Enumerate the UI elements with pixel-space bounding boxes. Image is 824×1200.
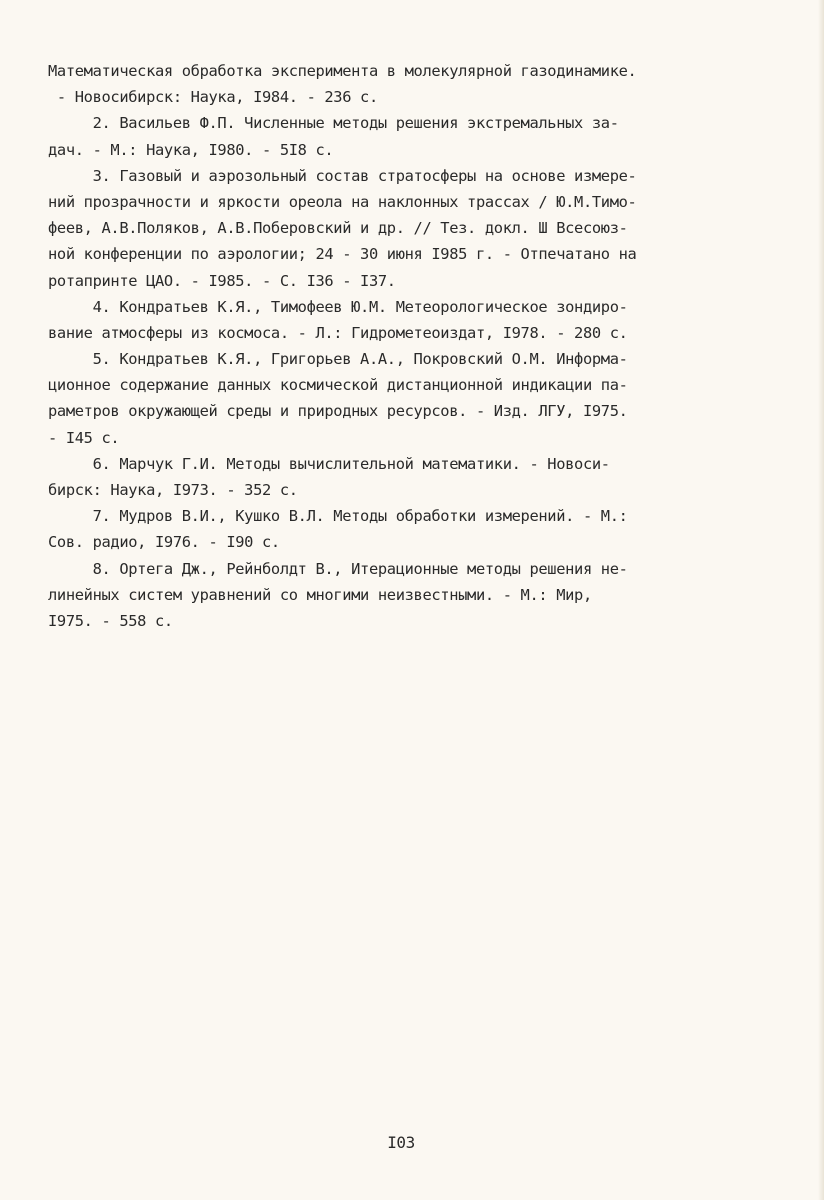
reference-line: Математическая обработка эксперимента в молекулярной газодинамике. <box>48 62 637 80</box>
reference-line: ционное содержание данных космической дистанционной индикации па- <box>48 376 628 395</box>
reference-line: раметров окружающей среды и природных ресурсов. - Изд. ЛГУ, I975. <box>48 402 628 421</box>
reference-line: ний прозрачности и яркости ореола на наклонных трассах / Ю.М.Тимо- <box>48 192 637 211</box>
reference-line: 6. Марчук Г.И. Методы вычислительной математики. - Новоси- <box>48 454 610 473</box>
reference-line: ротапринте ЦАО. - I985. - С. I36 - I37. <box>48 271 396 290</box>
reference-line: дач. - М.: Наука, I980. - 5I8 с. <box>48 140 334 159</box>
reference-line: ной конференции по аэрологии; 24 - 30 июня I985 г. - Отпечатано на <box>48 245 637 264</box>
reference-line: 5. Кондратьев К.Я., Григорьев А.А., Покровский О.М. Информа- <box>48 350 628 369</box>
reference-line: - I45 с. <box>48 428 120 447</box>
reference-list <box>48 58 778 634</box>
reference-line: бирск: Наука, I973. - 352 с. <box>48 481 298 499</box>
reference-line: 7. Мудров В.И., Кушко В.Л. Методы обработки измерений. - М.: <box>48 507 628 526</box>
reference-line: I975. - 558 с. <box>48 611 173 630</box>
reference-line: Сов. радио, I976. - I90 с. <box>48 533 280 552</box>
reference-line: - Новосибирск: Наука, I984. - 236 с. <box>48 88 378 107</box>
reference-line: 2. Васильев Ф.П. Численные методы решения экстремальных за- <box>48 114 619 133</box>
reference-line: 4. Кондратьев К.Я., Тимофеев Ю.М. Метеорологическое зондиро- <box>48 297 628 316</box>
paper-edge-shadow <box>818 0 824 1200</box>
reference-line: феев, А.В.Поляков, А.В.Поберовский и др. // Тез. докл. Ш Всесоюз- <box>48 219 628 238</box>
page-number: I03 <box>387 1133 415 1152</box>
reference-line: 8. Ортега Дж., Рейнболдт В., Итерационные методы решения не- <box>48 559 628 578</box>
reference-line: 3. Газовый и аэрозольный состав стратосферы на основе измере- <box>48 166 637 185</box>
reference-line: вание атмосферы из космоса. - Л.: Гидрометеоиздат, I978. - 280 с. <box>48 323 628 342</box>
reference-line: линейных систем уравнений со многими неизвестными. - М.: Мир, <box>48 585 592 604</box>
